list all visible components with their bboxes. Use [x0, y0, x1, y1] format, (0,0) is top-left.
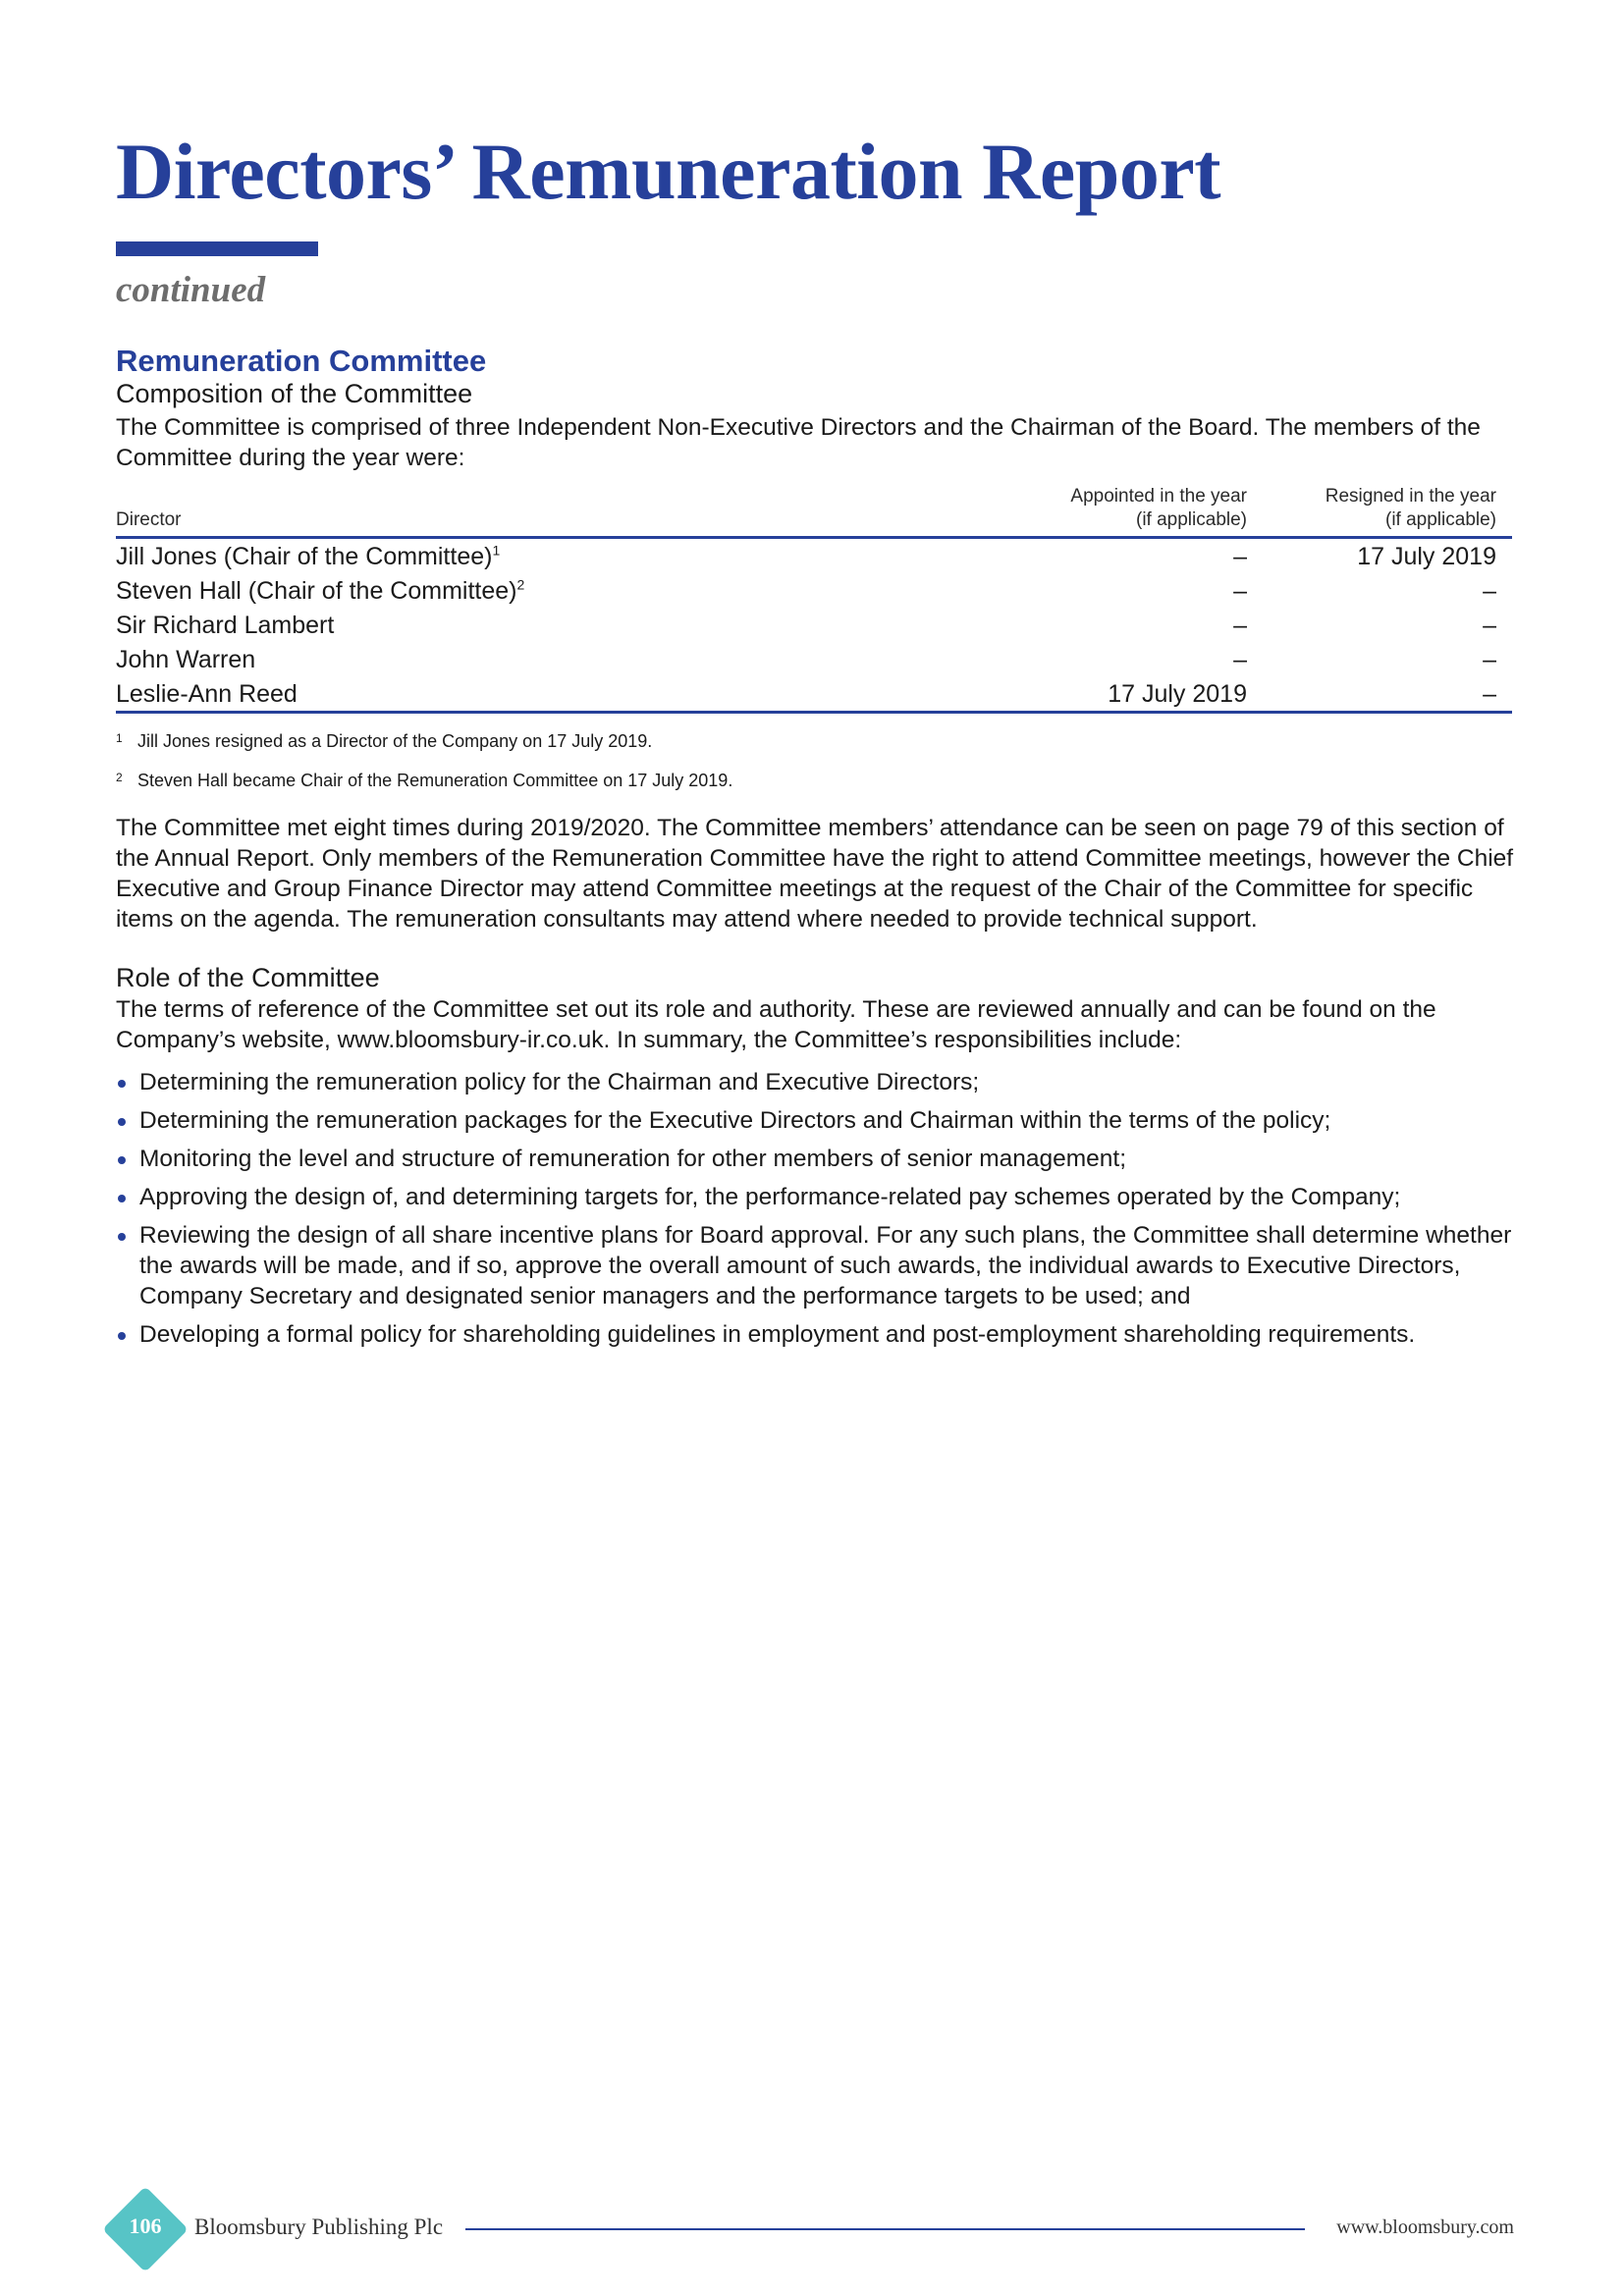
resigned-cell: – [1483, 646, 1496, 673]
col-header-resigned [1326, 485, 1496, 532]
bullet-icon [118, 1118, 126, 1126]
table-row [116, 539, 1512, 573]
title-accent-bar [116, 241, 318, 256]
footnote-number: 1 [116, 731, 123, 745]
bullet-icon [118, 1195, 126, 1202]
resigned-cell: – [1483, 680, 1496, 708]
col-header-appointed-line2: (if applicable) [1136, 509, 1247, 530]
bullet-icon [118, 1233, 126, 1241]
director-name: Steven Hall (Chair of the Committee)$^2$ [116, 576, 525, 605]
director-name: Leslie-Ann Reed [116, 680, 298, 708]
bullet-icon [118, 1332, 126, 1340]
col-header-appointed-line1: Appointed in the year [1070, 486, 1247, 507]
meetings-paragraph: The Committee met eight times during 2019/2020. The Committee members’ attendance can be seen on page 79 of this section of the Annual Report. Only members of the Remuneration Committee have the right to attend Committee meetings, however the Chief Executive and Group Finance Director may attend Committee meetings at the request of the Chair of the Committee for specific items on the agenda. The remuneration consultants may attend where needed to provide technical support. [116, 815, 1514, 933]
footnote [116, 771, 732, 791]
role-intro: The terms of reference of the Committee set out its role and authority. These are reviewed annually and can be found on the Company’s website, www.bloomsbury-ir.co.uk. In summary, the Committee’s responsibilities include: [116, 996, 1436, 1053]
page-subtitle: continued [116, 270, 266, 310]
page-title: Directors’ Remuneration Report [116, 127, 1221, 216]
appointed-cell: – [1233, 612, 1247, 639]
composition-heading: Composition of the Committee [116, 379, 473, 408]
list-item: Developing a formal policy for shareholding guidelines in employment and post-employment shareholding requirements. [116, 1319, 1530, 1350]
director-name: Jill Jones (Chair of the Committee)$^1$ [116, 542, 501, 570]
footnote-text: Steven Hall became Chair of the Remuneration Committee on 17 July 2019. [137, 771, 733, 790]
table-row [116, 573, 1512, 608]
list-item: Monitoring the level and structure of remuneration for other members of senior management; [116, 1144, 1530, 1174]
list-item: Determining the remuneration packages for the Executive Directors and Chairman within the terms of the policy; [116, 1105, 1530, 1136]
page-number: 106 [129, 2214, 162, 2238]
appointed-cell: – [1233, 543, 1247, 570]
appointed-cell: 17 July 2019 [1108, 680, 1247, 708]
col-header-resigned-line1: Resigned in the year [1325, 486, 1496, 507]
resigned-cell: – [1483, 612, 1496, 639]
table-row [116, 608, 1512, 642]
list-item: Determining the remuneration policy for the Chairman and Executive Directors; [116, 1067, 1530, 1097]
director-name: John Warren [116, 646, 256, 673]
section-heading: Remuneration Committee [116, 344, 487, 378]
footer-company-name: Bloomsbury Publishing Plc [194, 2215, 444, 2239]
col-header-appointed [1070, 485, 1247, 532]
appointed-cell: – [1233, 646, 1247, 673]
footer-divider [465, 2228, 1305, 2230]
footnote-number: 2 [116, 771, 123, 784]
table-header [116, 485, 1512, 539]
table-bottom-rule [116, 711, 1512, 714]
composition-text: The Committee is comprised of three Independent Non-Executive Directors and the Chairman of the Board. The members of the Committee during the year were: [116, 414, 1481, 471]
bullet-icon [118, 1156, 126, 1164]
col-header-director: Director [116, 509, 182, 530]
col-header-resigned-line2: (if applicable) [1385, 509, 1496, 530]
footnote [116, 731, 652, 752]
resigned-cell: – [1483, 577, 1496, 605]
committee-table [116, 485, 1512, 714]
bullet-icon [118, 1080, 126, 1088]
resigned-cell: 17 July 2019 [1357, 543, 1496, 570]
table-row [116, 676, 1512, 711]
footer-url: www.bloomsbury.com [1336, 2216, 1514, 2238]
list-item: Approving the design of, and determining targets for, the performance-related pay schemes operated by the Company; [116, 1182, 1530, 1212]
footnote-ref: 2 [516, 576, 525, 593]
role-heading: Role of the Committee [116, 963, 380, 992]
footnote-ref: 1 [492, 542, 501, 559]
appointed-cell: – [1233, 577, 1247, 605]
table-row [116, 642, 1512, 676]
list-item: Reviewing the design of all share incentive plans for Board approval. For any such plans, the Committee shall determine whether the awards will be made, and if so, approve the overall amount of such awards, the individual awards to Executive Directors, Company Secretary and designated senior managers and the performance targets to be used; and [116, 1220, 1530, 1311]
footnote-text: Jill Jones resigned as a Director of the Company on 17 July 2019. [137, 731, 653, 751]
director-name: Sir Richard Lambert [116, 612, 335, 639]
responsibilities-list [116, 1067, 1530, 1358]
